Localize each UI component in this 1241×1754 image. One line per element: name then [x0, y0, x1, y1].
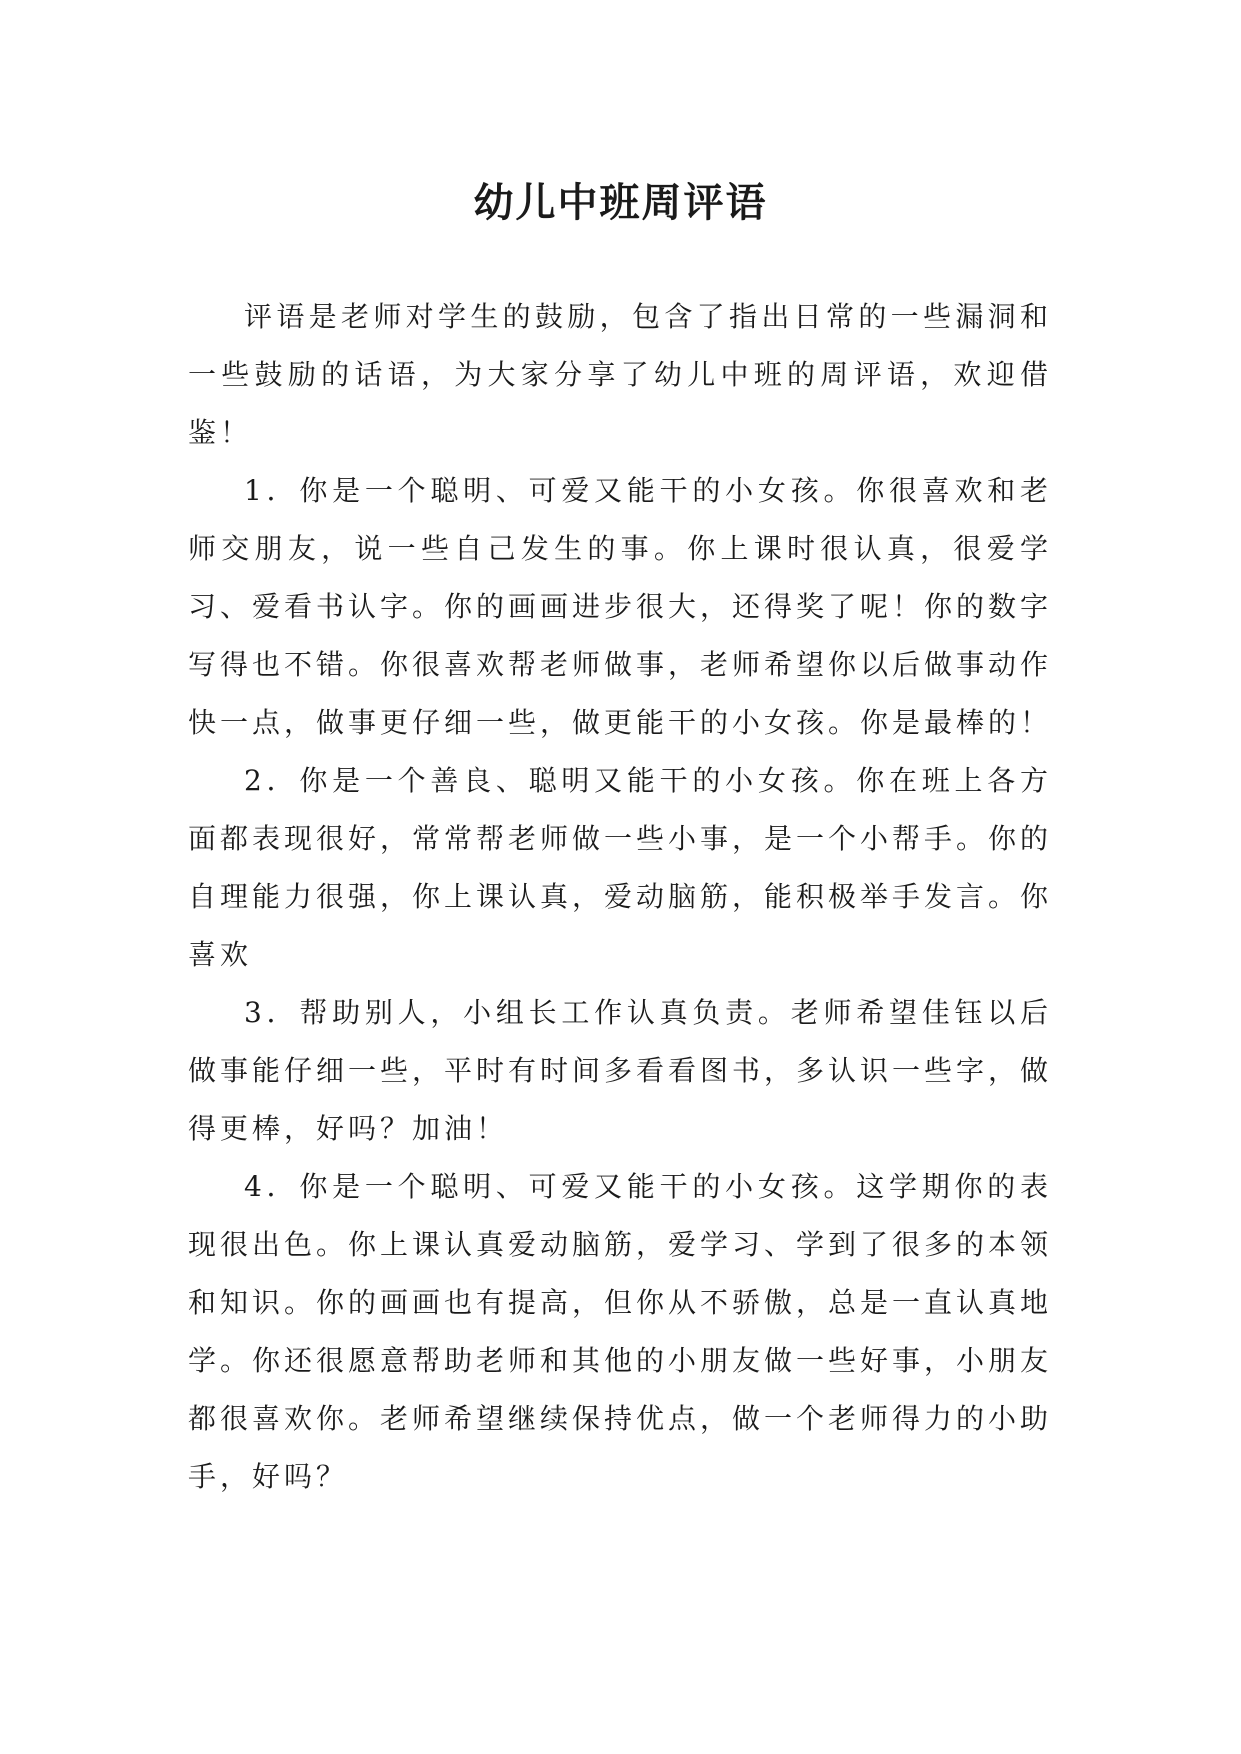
- paragraph-comment-2: 2．你是一个善良、聪明又能干的小女孩。你在班上各方面都表现很好，常常帮老师做一些小事，是一个小帮手。你的自理能力很强，你上课认真，爱动脑筋，能积极举手发言。你喜欢: [188, 764, 1053, 971]
- paragraph-comment-3: 3．帮助别人，小组长工作认真负责。老师希望佳钰以后做事能仔细一些，平时有时间多看看图书，多认识一些字，做得更棒，好吗？加油！: [188, 996, 1053, 1145]
- document-title: 幼儿中班周评语: [473, 178, 768, 226]
- paragraph-comment-4: 4．你是一个聪明、可爱又能干的小女孩。这学期你的表现很出色。你上课认真爱动脑筋，爱学习、学到了很多的本领和知识。你的画画也有提高，但你从不骄傲，总是一直认真地学。你还很愿意帮助老师和其他的小朋友做一些好事，小朋友都很喜欢你。老师希望继续保持优点，做一个老师得力的小助手，好吗？: [188, 1170, 1053, 1493]
- paragraph-comment-1: 1．你是一个聪明、可爱又能干的小女孩。你很喜欢和老师交朋友，说一些自己发生的事。你上课时很认真，很爱学习、爱看书认字。你的画画进步很大，还得奖了呢！你的数字写得也不错。你很喜欢帮老师做事，老师希望你以后做事动作快一点，做事更仔细一些，做更能干的小女孩。你是最棒的！: [188, 474, 1053, 739]
- paragraph-intro: 评语是老师对学生的鼓励，包含了指出日常的一些漏洞和一些鼓励的话语，为大家分享了幼儿中班的周评语，欢迎借鉴！: [188, 300, 1052, 449]
- document-body: [188, 288, 1052, 1506]
